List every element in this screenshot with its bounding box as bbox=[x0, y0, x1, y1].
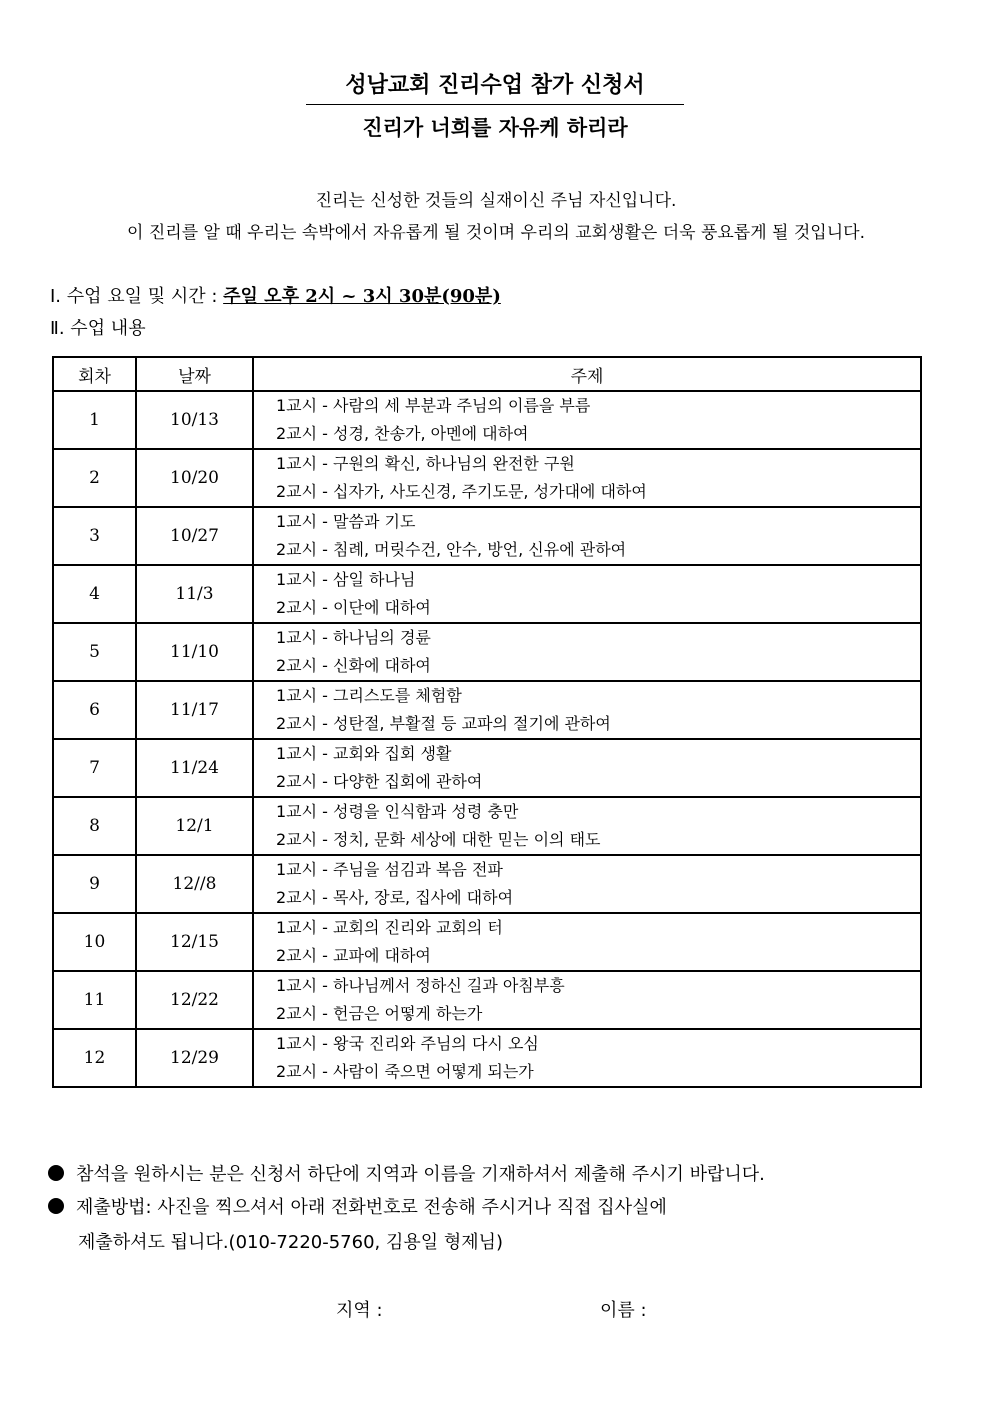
name-label: 이름 : bbox=[600, 1300, 647, 1321]
note-text-2: 제출방법: 사진을 찍으셔서 아래 전화번호로 전송해 주시거나 직접 집사실에 bbox=[76, 1197, 667, 1218]
session-topic bbox=[253, 971, 921, 1029]
period-1-topic: 1교시 - 왕국 진리와 주님의 다시 오심 bbox=[276, 1034, 539, 1053]
period-1-topic: 1교시 - 주님을 섬김과 복음 전파 bbox=[276, 860, 503, 879]
table-row bbox=[53, 391, 921, 449]
period-1-topic: 1교시 - 하나님께서 정하신 길과 아침부흥 bbox=[276, 976, 565, 995]
period-1-topic: 1교시 - 성령을 인식함과 성령 충만 bbox=[276, 802, 519, 821]
intro-line-1: 진리는 신성한 것들의 실재이신 주님 자신입니다. bbox=[315, 191, 677, 211]
period-2-topic: 2교시 - 이단에 대하여 bbox=[276, 598, 431, 617]
section-content-heading: Ⅱ. 수업 내용 bbox=[50, 318, 146, 339]
period-1-topic: 1교시 - 교회의 진리와 교회의 터 bbox=[276, 918, 503, 937]
table-row bbox=[53, 971, 921, 1029]
session-number: 4 bbox=[53, 565, 136, 623]
intro-line-2: 이 진리를 알 때 우리는 속박에서 자유롭게 될 것이며 우리의 교회생활은 더욱 풍요롭게 될 것입니다. bbox=[127, 223, 865, 243]
session-number: 10 bbox=[53, 913, 136, 971]
session-topic bbox=[253, 507, 921, 565]
period-1-topic: 1교시 - 교회와 집회 생활 bbox=[276, 744, 452, 763]
period-2-topic: 2교시 - 성탄절, 부활절 등 교파의 절기에 관하여 bbox=[276, 714, 611, 733]
header-topic: 주제 bbox=[253, 357, 921, 391]
period-2-topic: 2교시 - 성경, 찬송가, 아멘에 대하여 bbox=[276, 424, 529, 443]
bullet-icon bbox=[48, 1165, 64, 1181]
session-number: 11 bbox=[53, 971, 136, 1029]
session-number: 8 bbox=[53, 797, 136, 855]
session-number: 3 bbox=[53, 507, 136, 565]
table-row bbox=[53, 797, 921, 855]
session-topic bbox=[253, 1029, 921, 1087]
table-row bbox=[53, 739, 921, 797]
section-schedule bbox=[50, 282, 501, 308]
period-2-topic: 2교시 - 침례, 머릿수건, 안수, 방언, 신유에 관하여 bbox=[276, 540, 627, 559]
table-row bbox=[53, 855, 921, 913]
period-2-topic: 2교시 - 정치, 문화 세상에 대한 믿는 이의 태도 bbox=[276, 830, 601, 849]
header-session: 회차 bbox=[53, 357, 136, 391]
session-number: 5 bbox=[53, 623, 136, 681]
session-number: 6 bbox=[53, 681, 136, 739]
period-2-topic: 2교시 - 헌금은 어떻게 하는가 bbox=[276, 1004, 483, 1023]
session-date: 12/22 bbox=[136, 971, 253, 1029]
document-subtitle: 진리가 너희를 자유케 하리라 bbox=[362, 116, 628, 140]
header-date: 날짜 bbox=[136, 357, 253, 391]
session-number: 2 bbox=[53, 449, 136, 507]
session-topic bbox=[253, 623, 921, 681]
period-1-topic: 1교시 - 말씀과 기도 bbox=[276, 512, 416, 531]
session-date: 11/17 bbox=[136, 681, 253, 739]
section-schedule-value: 주일 오후 2시 ~ 3시 30분(90분) bbox=[223, 286, 501, 307]
session-topic bbox=[253, 449, 921, 507]
period-2-topic: 2교시 - 신화에 대하여 bbox=[276, 656, 431, 675]
session-date: 11/10 bbox=[136, 623, 253, 681]
table-header-row bbox=[53, 357, 921, 391]
session-date: 12/29 bbox=[136, 1029, 253, 1087]
session-date: 11/24 bbox=[136, 739, 253, 797]
session-number: 1 bbox=[53, 391, 136, 449]
table-row bbox=[53, 565, 921, 623]
period-2-topic: 2교시 - 사람이 죽으면 어떻게 되는가 bbox=[276, 1062, 534, 1081]
period-1-topic: 1교시 - 그리스도를 체험함 bbox=[276, 686, 462, 705]
session-number: 7 bbox=[53, 739, 136, 797]
note-bullet-1 bbox=[48, 1160, 765, 1186]
session-topic bbox=[253, 913, 921, 971]
session-date: 10/13 bbox=[136, 391, 253, 449]
session-number: 12 bbox=[53, 1029, 136, 1087]
note-text-1: 참석을 원하시는 분은 신청서 하단에 지역과 이름을 기재하셔서 제출해 주시기 바랍니다. bbox=[76, 1164, 765, 1185]
session-topic bbox=[253, 681, 921, 739]
table-row bbox=[53, 449, 921, 507]
session-topic bbox=[253, 391, 921, 449]
period-2-topic: 2교시 - 교파에 대하여 bbox=[276, 946, 431, 965]
period-1-topic: 1교시 - 사람의 세 부분과 주님의 이름을 부름 bbox=[276, 396, 591, 415]
session-date: 12/15 bbox=[136, 913, 253, 971]
session-topic bbox=[253, 565, 921, 623]
region-label: 지역 : bbox=[336, 1300, 383, 1321]
table-row bbox=[53, 507, 921, 565]
document-title: 성남교회 진리수업 참가 신청서 bbox=[345, 73, 645, 98]
session-topic bbox=[253, 797, 921, 855]
period-1-topic: 1교시 - 삼일 하나님 bbox=[276, 570, 416, 589]
session-date: 12//8 bbox=[136, 855, 253, 913]
table-row bbox=[53, 681, 921, 739]
session-date: 12/1 bbox=[136, 797, 253, 855]
note-text-2-continued: 제출하셔도 됩니다.(010-7220-5760, 김용일 형제님) bbox=[78, 1232, 504, 1253]
period-1-topic: 1교시 - 구원의 확신, 하나님의 완전한 구원 bbox=[276, 454, 575, 473]
table-row bbox=[53, 1029, 921, 1087]
session-number: 9 bbox=[53, 855, 136, 913]
session-topic bbox=[253, 855, 921, 913]
section-schedule-label: Ⅰ. 수업 요일 및 시간 : bbox=[50, 286, 224, 307]
period-2-topic: 2교시 - 십자가, 사도신경, 주기도문, 성가대에 대하여 bbox=[276, 482, 647, 501]
table-row bbox=[53, 623, 921, 681]
session-date: 10/20 bbox=[136, 449, 253, 507]
table-row bbox=[53, 913, 921, 971]
bullet-icon bbox=[48, 1198, 64, 1214]
period-2-topic: 2교시 - 목사, 장로, 집사에 대하여 bbox=[276, 888, 514, 907]
session-topic bbox=[253, 739, 921, 797]
period-1-topic: 1교시 - 하나님의 경륜 bbox=[276, 628, 431, 647]
period-2-topic: 2교시 - 다양한 집회에 관하여 bbox=[276, 772, 483, 791]
class-schedule-table bbox=[52, 356, 922, 1088]
session-date: 11/3 bbox=[136, 565, 253, 623]
session-date: 10/27 bbox=[136, 507, 253, 565]
note-bullet-2 bbox=[48, 1193, 667, 1219]
title-underline bbox=[306, 104, 684, 105]
